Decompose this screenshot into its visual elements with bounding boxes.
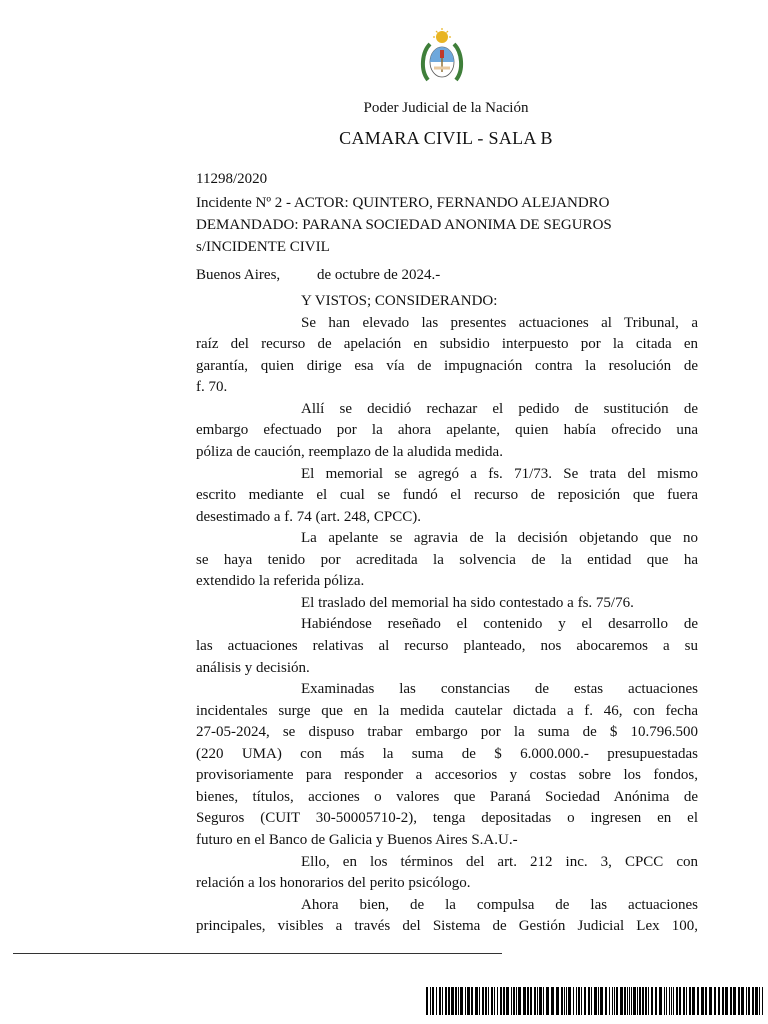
body-line: Allí se decidió rechazar el pedido de sustitución de xyxy=(301,400,698,417)
body-line: incidentales surge que en la medida cautelar dictada a f. 46, con fecha xyxy=(196,702,698,719)
body-line: El traslado del memorial ha sido contestado a fs. 75/76. xyxy=(301,594,634,611)
case-number: 11298/2020 xyxy=(196,171,268,187)
body-line: embargo efectuado por la ahora apelante, quien había ofrecido una xyxy=(196,422,698,439)
body-line: Se han elevado las presentes actuaciones al Tribunal, a xyxy=(301,314,698,331)
chamber-name: CAMARA CIVIL - SALA B xyxy=(339,128,553,148)
body-line: las actuaciones relativas al recurso planteado, nos abocaremos a su xyxy=(196,638,698,654)
body-line: escrito mediante el cual se fundó el recurso de reposición que fuera xyxy=(196,487,698,503)
body-line: raíz del recurso de apelación en subsidio interpuesto por la citada en xyxy=(196,336,698,353)
body-line: Examinadas las constancias de estas actuaciones xyxy=(301,681,698,698)
body-line: f. 70. xyxy=(196,379,228,396)
body-line: relación a los honorarios del perito psicólogo. xyxy=(196,875,471,892)
body-line: El memorial se agregó a fs. 71/73. Se trata del mismo xyxy=(301,465,698,482)
body-line: Y VISTOS; CONSIDERANDO: xyxy=(301,293,498,309)
body-line: extendido la referida póliza. xyxy=(196,573,365,590)
body-line: provisoriamente para responder a accesorios y costas sobre los fondos, xyxy=(196,767,698,784)
body-line: Ahora bien, de la compulsa de las actuaciones xyxy=(301,896,698,913)
date-text: de octubre de 2024.- xyxy=(317,267,441,283)
body-line: Ello, en los términos del art. 212 inc. 3, CPCC con xyxy=(301,853,698,870)
barcode-icon xyxy=(426,987,764,1015)
institution-name: Poder Judicial de la Nación xyxy=(363,100,529,116)
body-line: La apelante se agravia de la decisión objetando que no xyxy=(301,530,698,547)
body-line: Habiéndose reseñado el contenido y el desarrollo de xyxy=(301,616,698,633)
body-line: 27-05-2024, se dispuso trabar embargo por la suma de $ 10.796.500 xyxy=(196,724,698,741)
body-line: principales, visibles a través del Sistema de Gestión Judicial Lex 100, xyxy=(196,918,698,935)
body-line: se haya tenido por acreditada la solvencia de la entidad que ha xyxy=(196,551,698,568)
body-line: análisis y decisión. xyxy=(196,659,310,676)
case-title-line: s/INCIDENTE CIVIL xyxy=(196,239,330,255)
body-line: póliza de caución, reemplazo de la aludida medida. xyxy=(196,443,503,460)
body-line: bienes, títulos, acciones o valores que Paraná Sociedad Anónima de xyxy=(196,788,698,805)
case-title-line: DEMANDADO: PARANA SOCIEDAD ANONIMA DE SEGUROS xyxy=(196,217,612,233)
case-title-line: Incidente Nº 2 - ACTOR: QUINTERO, FERNANDO ALEJANDRO xyxy=(196,195,610,211)
footer-divider xyxy=(13,953,502,954)
body-line: Seguros (CUIT 30-50005710-2), tenga depositadas o ingresen en el xyxy=(196,810,698,827)
body-line: desestimado a f. 74 (art. 248, CPCC). xyxy=(196,508,421,525)
body-line: garantía, quien dirige esa vía de impugnación contra la resolución de xyxy=(196,357,698,374)
body-line: (220 UMA) con más la suma de $ 6.000.000.- presupuestadas xyxy=(196,745,698,762)
body-line: futuro en el Banco de Galicia y Buenos Aires S.A.U.- xyxy=(196,832,518,848)
national-coat-of-arms-icon xyxy=(420,28,464,86)
date-city: Buenos Aires, xyxy=(196,267,281,283)
